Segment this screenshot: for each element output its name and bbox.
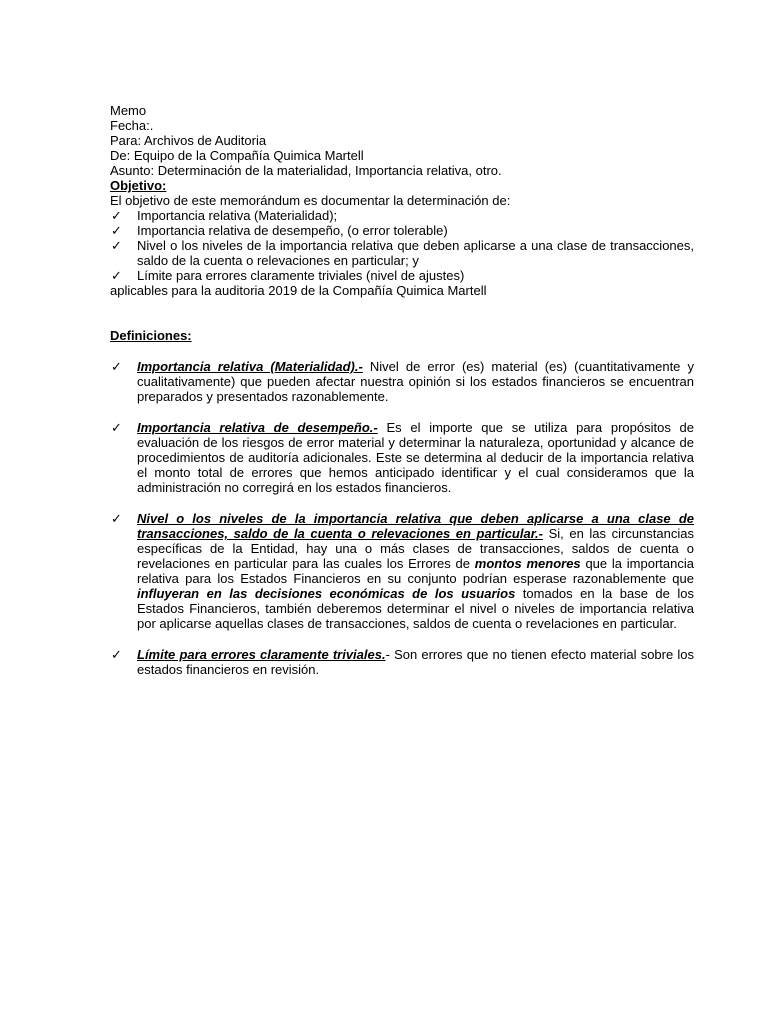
definiciones-heading: Definiciones: (110, 328, 192, 343)
definition-niveles (110, 511, 694, 631)
checkmark-icon: ✓ (111, 359, 122, 374)
definition-text: que la importancia relativa para los Estados Financieros en su conjunto podrían esperase razonablemente que (137, 556, 694, 586)
memo-body (110, 103, 694, 693)
list-item (110, 238, 694, 268)
checkmark-icon: ✓ (111, 420, 122, 435)
definition-materialidad (110, 359, 694, 404)
definition-text: - Son errores que no tienen efecto material sobre los estados financieros en revisión. (137, 647, 694, 677)
definition-text: Si, en las circunstancias específicas de la Entidad, hay una o más clases de transacciones, saldos de cuenta o revelaciones en particular para las cuales los Errores de (137, 526, 694, 571)
emphasis-text: montos menores (474, 556, 581, 571)
list-item-text: Importancia relativa (Materialidad); (137, 208, 338, 223)
list-item-text: Importancia relativa de desempeño, (o error tolerable) (137, 223, 448, 238)
definition-term: Nivel o los niveles de la importancia relativa que deben aplicarse a una clase de transacciones, saldo de la cuenta o relevaciones en particular.- (137, 511, 694, 541)
definition-text: tomados en la base de los Estados Financieros, también deberemos determinar el nivel o niveles de importancia relativa por aplicarse aquellas clases de transacciones, saldos de cuenta o revelaciones en particular. (137, 586, 694, 631)
objetivo-intro: El objetivo de este memorándum es documentar la determinación de: (110, 193, 511, 208)
definition-limite (110, 647, 694, 677)
checkmark-icon: ✓ (111, 647, 122, 662)
definition-desempeno (110, 420, 694, 495)
memo-subject: Asunto: Determinación de la materialidad, Importancia relativa, otro. (110, 163, 502, 178)
checkmark-icon: ✓ (111, 511, 122, 526)
definiciones-list (110, 359, 694, 677)
checkmark-icon: ✓ (111, 268, 122, 283)
objetivo-closing: aplicables para la auditoria 2019 de la Compañía Quimica Martell (110, 283, 487, 298)
list-item (110, 268, 694, 283)
emphasis-text: influyeran en las decisiones económicas de los usuarios (137, 586, 516, 601)
definition-text: Es el importe que se utiliza para propósitos de evaluación de los riesgos de error material y determinar la naturaleza, oportunidad y alcance de procedimientos de auditoría adicionales. Este se determina al deducir de la importancia relativa el monto total de errores que hemos anticipado identificar y el cual consideramos que la administración no corregirá en los estados financieros. (137, 420, 695, 495)
list-item-text: Límite para errores claramente triviales (nivel de ajustes) (137, 268, 465, 283)
definition-text: Nivel de error (es) material (es) (cuantitativamente y cualitativamente) que pueden afectar nuestra opinión si los estados financieros se encuentran preparados y presentados razonablemente. (137, 359, 694, 404)
definition-term: Importancia relativa de desempeño.- (137, 420, 378, 435)
list-item-text: Nivel o los niveles de la importancia relativa que deben aplicarse a una clase de transacciones, saldo de la cuenta o relevaciones en particular; y (137, 238, 694, 268)
memo-title: Memo (110, 103, 147, 118)
checkmark-icon: ✓ (111, 223, 122, 238)
memo-from: De: Equipo de la Compañía Quimica Martell (110, 148, 364, 163)
memo-to: Para: Archivos de Auditoria (110, 133, 267, 148)
objetivo-heading: Objetivo: (110, 178, 167, 193)
definition-term: Límite para errores claramente triviales. (137, 647, 386, 662)
memo-date: Fecha:. (110, 118, 154, 133)
list-item (110, 208, 694, 223)
checkmark-icon: ✓ (111, 208, 122, 223)
list-item (110, 223, 694, 238)
definition-term: Importancia relativa (Materialidad).- (137, 359, 363, 374)
objetivo-list (110, 208, 694, 283)
checkmark-icon: ✓ (111, 238, 122, 253)
